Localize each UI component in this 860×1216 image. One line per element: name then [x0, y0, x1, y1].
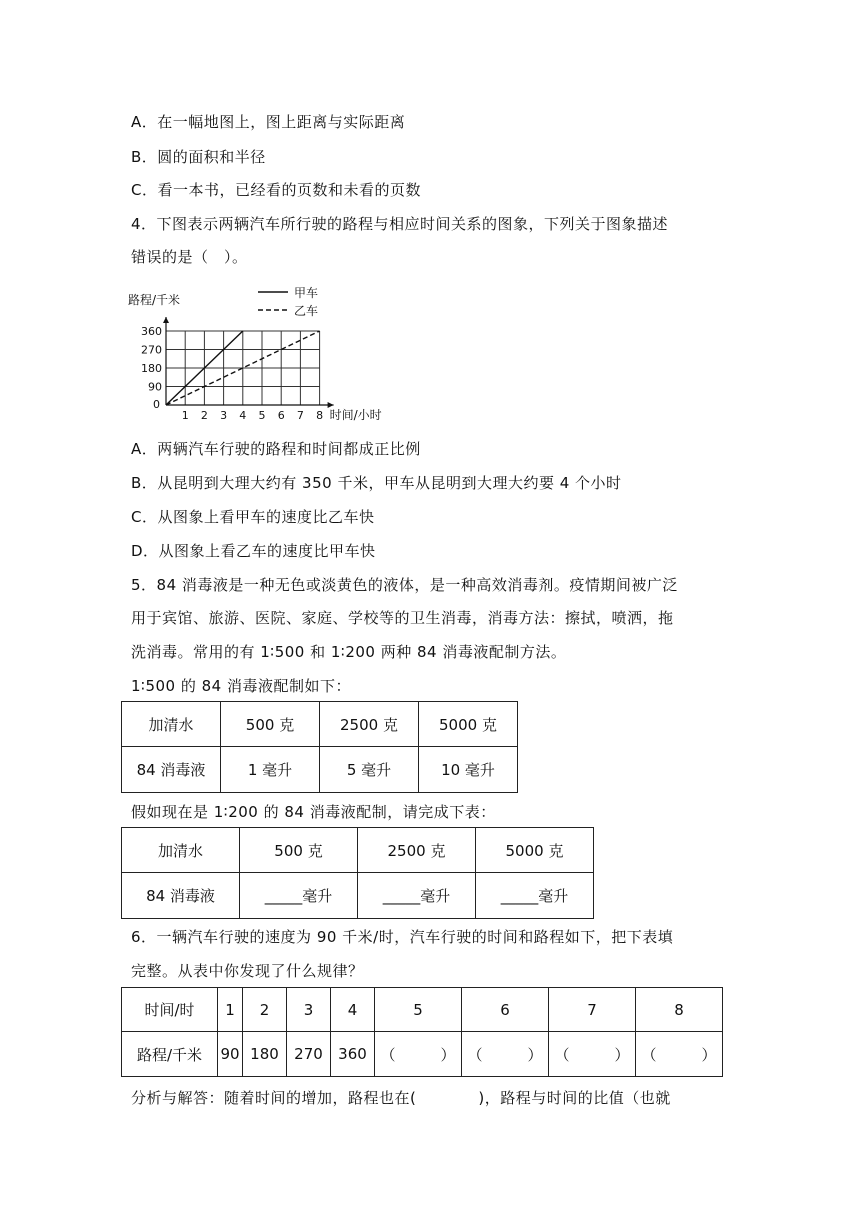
x-tick-label: 1	[181, 409, 189, 422]
t3-cell: 180	[243, 1032, 287, 1077]
q5-para-line1: 5．84 消毒液是一种无色或淡黄色的液体，是一种高效消毒剂。疫情期间被广泛	[131, 576, 678, 594]
q4-stem-line1: 4．下图表示两辆汽车所行驶的路程与相应时间关系的图象，下列关于图象描述	[131, 215, 669, 233]
q4-option-b: B．从昆明到大理大约有 350 千米，甲车从昆明到大理大约要 4 个小时	[131, 474, 622, 492]
legend-label: 甲车	[294, 286, 319, 300]
t3-cell: 1	[218, 988, 243, 1032]
y-tick-label: 360	[141, 325, 162, 338]
t1-cell: 1 毫升	[221, 747, 320, 793]
x-tick-label: 2	[200, 409, 208, 422]
t1-cell: 5000 克	[419, 702, 518, 747]
blank-distance-input[interactable]: （ ）	[375, 1032, 462, 1077]
t3-cell: 270	[287, 1032, 331, 1077]
blank-distance-input[interactable]: （ ）	[636, 1032, 723, 1077]
x-axis-title: 时间/小时	[329, 408, 382, 422]
q6-stem-line2: 完整。从表中你发现了什么规律？	[131, 962, 364, 980]
q4-option-a: A．两辆汽车行驶的路程和时间都成正比例	[131, 440, 421, 458]
x-tick-label: 4	[239, 409, 247, 422]
y-axis-title: 路程/千米	[128, 293, 181, 307]
blank-distance-input[interactable]: （ ）	[549, 1032, 636, 1077]
t1-cell: 5 毫升	[320, 747, 419, 793]
blank-ml-input[interactable]: _____毫升	[240, 873, 358, 919]
x-tick-label: 3	[220, 409, 228, 422]
x-tick-label: 6	[277, 409, 285, 422]
origin-label: 0	[153, 398, 160, 411]
t1-cell: 84 消毒液	[122, 747, 221, 793]
t1-cell: 加清水	[122, 702, 221, 747]
t2-cell: 84 消毒液	[122, 873, 240, 919]
time-distance-table	[121, 987, 723, 1077]
t3-cell: 8	[636, 988, 723, 1032]
q4-option-c: C．从图象上看甲车的速度比乙车快	[131, 508, 375, 526]
t1-cell: 2500 克	[320, 702, 419, 747]
t3-cell: 90	[218, 1032, 243, 1077]
t3-cell: 5	[375, 988, 462, 1032]
y-tick-label: 270	[141, 343, 162, 357]
t2-cell: 5000 克	[476, 828, 594, 873]
blank-distance-input[interactable]: （ ）	[462, 1032, 549, 1077]
x-tick-label: 5	[258, 409, 266, 422]
x-tick-label: 7	[296, 409, 304, 422]
legend-label: 乙车	[294, 304, 319, 318]
q5-para-line2: 用于宾馆、旅游、医院、家庭、学校等的卫生消毒，消毒方法：擦拭，喷洒，拖	[131, 609, 674, 627]
t3-cell: 360	[331, 1032, 375, 1077]
y-tick-label: 90	[148, 380, 162, 394]
t3-cell: 7	[549, 988, 636, 1032]
t3-cell: 3	[287, 988, 331, 1032]
q5-para-line3: 洗消毒。常用的有 1∶500 和 1∶200 两种 84 消毒液配制方法。	[131, 643, 567, 661]
t3-cell: 路程/千米	[122, 1032, 218, 1077]
y-axis-arrow	[163, 317, 169, 323]
x-tick-label: 8	[316, 409, 324, 422]
t2-cell: 2500 克	[358, 828, 476, 873]
t2-cell: 加清水	[122, 828, 240, 873]
q4-stem-line2: 错误的是（ ）。	[131, 248, 248, 266]
blank-ml-input[interactable]: _____毫升	[358, 873, 476, 919]
q5-table2-caption: 假如现在是 1∶200 的 84 消毒液配制，请完成下表：	[131, 803, 496, 821]
ratio-500-table	[121, 701, 518, 793]
option-c-prev: C．看一本书，已经看的页数和未看的页数	[131, 181, 421, 199]
t3-cell: 4	[331, 988, 375, 1032]
q5-table1-caption: 1∶500 的 84 消毒液配制如下：	[131, 677, 351, 695]
t2-cell: 500 克	[240, 828, 358, 873]
y-tick-label: 180	[141, 362, 162, 375]
ratio-200-table	[121, 827, 594, 919]
t3-cell: 2	[243, 988, 287, 1032]
t3-cell: 6	[462, 988, 549, 1032]
chart-legend	[258, 286, 318, 318]
option-a-prev: A．在一幅地图上，图上距离与实际距离	[131, 113, 406, 131]
distance-time-chart	[128, 284, 398, 426]
t1-cell: 10 毫升	[419, 747, 518, 793]
q4-option-d: D．从图象上看乙车的速度比甲车快	[131, 542, 376, 560]
t3-cell: 时间/时	[122, 988, 218, 1032]
t1-cell: 500 克	[221, 702, 320, 747]
blank-ml-input[interactable]: _____毫升	[476, 873, 594, 919]
q6-analysis: 分析与解答：随着时间的增加，路程也在( )，路程与时间的比值（也就	[131, 1089, 671, 1107]
option-b-prev: B．圆的面积和半径	[131, 148, 266, 166]
q6-stem-line1: 6．一辆汽车行驶的速度为 90 千米/时，汽车行驶的时间和路程如下，把下表填	[131, 928, 674, 946]
